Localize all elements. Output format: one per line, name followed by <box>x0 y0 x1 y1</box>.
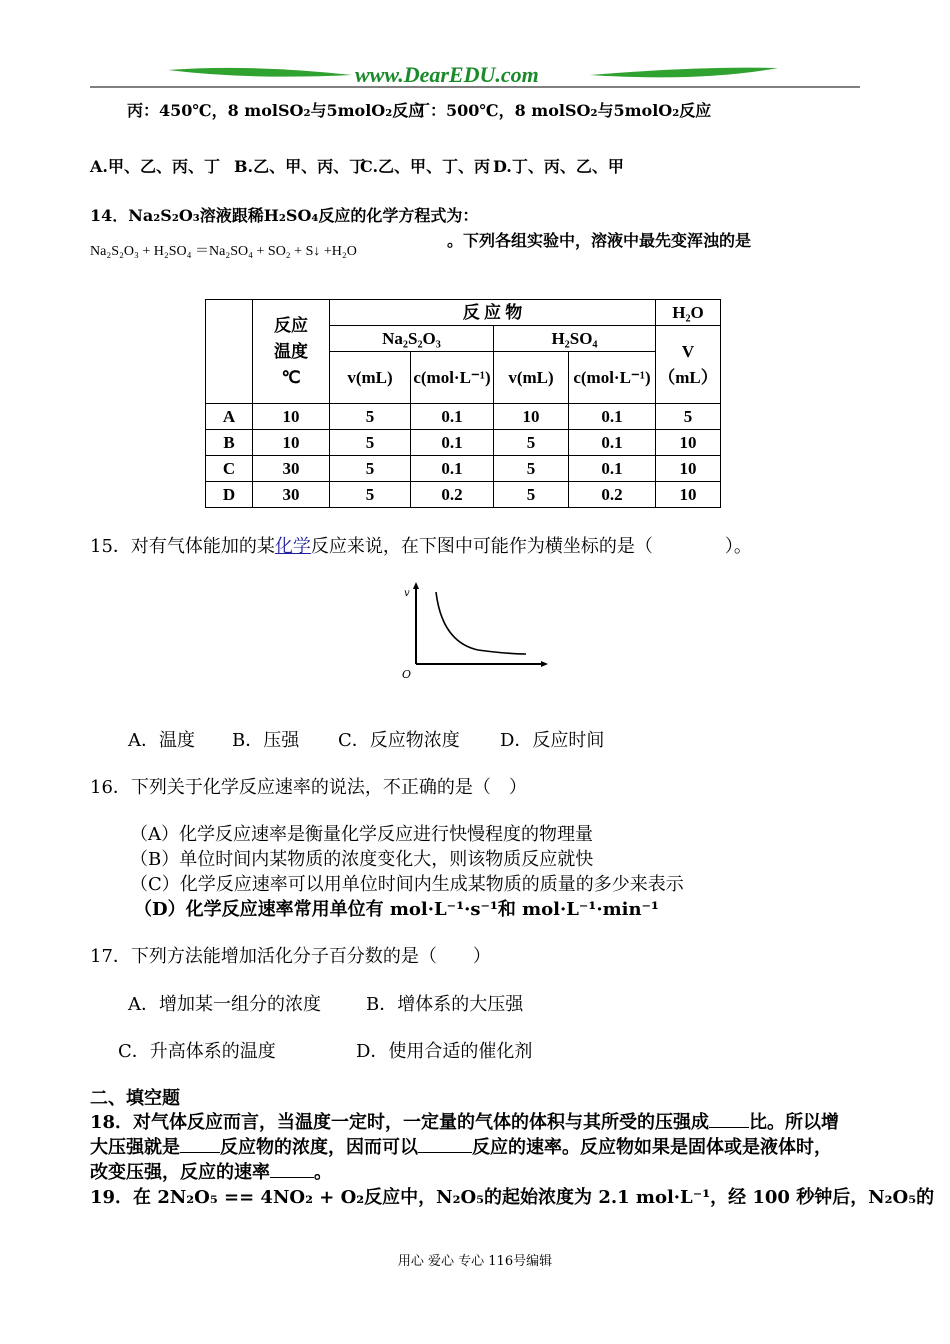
q14-table <box>205 299 721 508</box>
q15-option-d: D．反应时间 <box>500 730 605 751</box>
q16-option-a: （A）化学反应速率是衡量化学反应进行快慢程度的物理量 <box>130 824 593 845</box>
graph-origin: O <box>402 668 412 681</box>
q17-option-b: B．增体系的大压强 <box>366 994 524 1015</box>
th-c-na: c(mol·L⁻¹) <box>411 352 494 404</box>
table-row: A 10 5 0.1 10 0.1 5 <box>206 404 721 430</box>
q14-equation: Na₂S₂O₃ + H₂SO₄ ＝Na₂SO₄ + SO₂ + S↓ +H₂O <box>90 244 357 259</box>
q16-stem: 16．下列关于化学反应速率的说法，不正确的是（ ） <box>90 777 527 798</box>
th-h2so4: H₂SO₄ <box>494 326 656 352</box>
q13-option-d: D.丁、丙、乙、甲 <box>493 157 624 176</box>
q18-line-1: 18．对气体反应而言，当温度一定时，一定量的气体的体积与其所受的压强成 比。所以增 <box>90 1112 840 1133</box>
th-v-h: v(mL) <box>494 352 569 404</box>
q14-tail: 。下列各组实验中，溶液中最先变浑浊的是 <box>447 231 752 250</box>
q15-option-a: A．温度 <box>128 730 195 751</box>
line-bing: 丙：450℃，8 molSO₂与5molO₂反应 <box>127 101 425 120</box>
right-swoosh <box>590 68 778 78</box>
th-water-v: V <box>681 341 695 361</box>
graph-y-label: v <box>404 588 410 599</box>
th-water-ml: （mL） <box>658 367 718 387</box>
th-temp-2: 温度 <box>274 341 308 361</box>
q15-option-c: C．反应物浓度 <box>338 730 460 751</box>
section-title: 二、填空题 <box>90 1088 180 1109</box>
th-na2s2o3: Na₂S₂O₃ <box>330 326 494 352</box>
th-c-h: c(mol·L⁻¹) <box>569 352 656 404</box>
q14-stem: 14．Na₂S₂O₃溶液跟稀H₂SO₄反应的化学方程式为： <box>90 206 479 225</box>
th-v-na: v(mL) <box>330 352 411 404</box>
q15-graph <box>398 582 558 682</box>
q17-option-a: A．增加某一组分的浓度 <box>128 994 321 1015</box>
q16-option-d: （D）化学反应速率常用单位有 mol·L⁻¹·s⁻¹和 mol·L⁻¹·min⁻¹ <box>134 899 659 920</box>
th-reactant: 反 应 物 <box>330 300 656 326</box>
q15-stem: 15．对有气体能加的某化学反应来说，在下图中可能作为横坐标的是（ ）。 <box>90 536 752 557</box>
q16-option-c: （C）化学反应速率可以用单位时间内生成某物质的质量的多少来表示 <box>130 874 684 895</box>
q16-option-b: （B）单位时间内某物质的浓度变化大，则该物质反应就快 <box>130 849 594 870</box>
q17-stem: 17．下列方法能增加活化分子百分数的是（ ） <box>90 946 491 967</box>
th-temp-1: 反应 <box>274 315 308 335</box>
q18-line-3: 改变压强，反应的速率 。 <box>90 1162 332 1183</box>
q13-option-c: C.乙、甲、丁、丙 <box>360 157 491 176</box>
site-title: www.DearEDU.com <box>355 62 539 87</box>
th-water: H₂O <box>656 300 721 326</box>
line-ding: 丁：500℃，8 molSO₂与5molO₂反应 <box>414 101 712 120</box>
table-row: C 30 5 0.1 5 0.1 10 <box>206 456 721 482</box>
q18-line-2: 大压强就是 反应物的浓度，因而可以 反应的速率。反应物如果是固体或是液体时， <box>90 1137 832 1158</box>
q15-link[interactable]: 化学 <box>274 536 311 557</box>
q17-option-d: D．使用合适的催化剂 <box>356 1041 533 1062</box>
table-row: D 30 5 0.2 5 0.2 10 <box>206 482 721 508</box>
q19-line: 19．在 2N₂O₅ == 4NO₂ + O₂反应中，N₂O₅的起始浓度为 2.1 mol·L⁻¹，经 100 秒钟后，N₂O₅的 <box>90 1187 935 1208</box>
q17-option-c: C．升高体系的温度 <box>118 1041 276 1062</box>
q13-option-a: A.甲、乙、丙、丁 <box>90 157 220 176</box>
left-swoosh <box>168 68 352 77</box>
th-temp-3: ℃ <box>281 367 301 387</box>
footer: 用心 爱心 专心 116号编辑 <box>397 1254 553 1269</box>
q15-option-b: B．压强 <box>232 730 300 751</box>
table-row: B 10 5 0.1 5 0.1 10 <box>206 430 721 456</box>
q13-option-b: B.乙、甲、丙、丁 <box>234 157 366 176</box>
